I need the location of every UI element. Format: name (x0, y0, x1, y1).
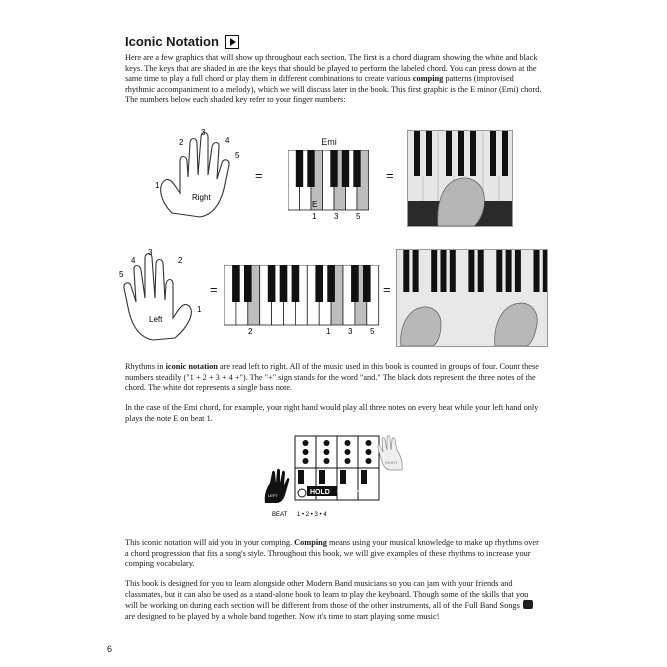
modern-band-paragraph (125, 579, 543, 622)
black-key (315, 265, 323, 302)
play-icon[interactable] (225, 35, 239, 49)
intro-bold-term: comping (412, 74, 444, 84)
hold-label: HOLD (310, 489, 330, 496)
two-hand-keyboard-photo (396, 249, 548, 347)
black-key (244, 265, 252, 302)
finger-number: 3 (201, 128, 206, 137)
rhythm-bold-term: iconic notation (165, 362, 218, 371)
finger-number: 2 (179, 138, 184, 147)
finger-number: 4 (225, 136, 230, 145)
hand-label: Left (149, 315, 163, 324)
emi-example-paragraph: In the case of the Emi chord, for example, your right hand would play all three notes on every beat while your left hand only plays the note E on beat 1. (125, 403, 539, 423)
black-key (296, 150, 303, 187)
finger-number: 1 (312, 212, 317, 221)
key-label: E (312, 200, 318, 209)
left-hand-label: LEFT (268, 493, 278, 498)
finger-number: 1 (155, 181, 160, 190)
black-key (232, 265, 240, 302)
rhythm-text-a: Rhythms in (125, 362, 166, 371)
black-key (330, 150, 337, 187)
equals-sign: = (255, 168, 263, 183)
comping-paragraph (125, 538, 543, 570)
right-hand-label: RIGHT (385, 460, 398, 465)
rhythm-text-b: are read left to right. All of the music used in this book is counted in groups of four. Count these numbers steadily ("1 + 2 + 3 + 4 +"). The "+" sign stands for the word "and." The black dots represent the three notes of the chord. The white dot represents a single bass note. (125, 362, 539, 393)
intro-text-a: Here are a few graphics that will show up throughout each section. The first is a chord diagram showing the white and black keys. The keys that are shaded in are the keys that should be played to perform the labeled chord. You can press down at the same time to play a full chord or play them in different combinations to create various (125, 53, 538, 84)
black-key (363, 265, 371, 302)
intro-paragraph (125, 53, 543, 106)
finger-number: 1 (326, 327, 331, 336)
page-number: 6 (107, 644, 113, 654)
black-key (292, 265, 300, 302)
full-band-song-icon (523, 600, 533, 609)
finger-number: 3 (348, 327, 353, 336)
comping-text-b: means using your musical knowledge to make up rhythms over a chord progression that fits a song's style. Throughout this book, we will give examples of these rhythms to increase your comping vocabulary. (125, 538, 539, 569)
emi-keyboard-diagram (288, 150, 372, 222)
section-title: Iconic Notation (125, 34, 219, 49)
finger-number: 2 (178, 256, 183, 265)
section-heading (125, 34, 239, 49)
finger-number: 4 (131, 256, 136, 265)
black-key (327, 265, 335, 302)
equals-sign: = (210, 282, 218, 297)
finger-number: 5 (356, 212, 361, 221)
finger-number: 1 (197, 305, 202, 314)
left-hand-figure (115, 246, 215, 346)
modern-band-text-b: are designed to be played by a whole band together. Now it's time to start playing some music! (125, 611, 440, 621)
black-key (351, 265, 359, 302)
finger-number: 5 (235, 151, 240, 160)
finger-number: 3 (148, 248, 153, 257)
equals-sign: = (386, 168, 394, 183)
finger-number: 5 (119, 270, 124, 279)
finger-number: 3 (334, 212, 339, 221)
beat-label: BEAT (272, 512, 288, 518)
right-hand-figure (150, 125, 260, 220)
beat-count: 1 • 2 • 3 • 4 (297, 512, 327, 518)
black-key (280, 265, 288, 302)
comping-text-a: This iconic notation will aid you in your comping. (125, 538, 295, 547)
rhythm-notation-grid (262, 433, 412, 523)
black-key (307, 150, 314, 187)
hand-label: Right (192, 193, 211, 202)
right-hand-keyboard-photo (407, 130, 513, 227)
chord-name: Emi (321, 137, 337, 147)
black-key (353, 150, 360, 187)
black-key (342, 150, 349, 187)
finger-number: 2 (248, 327, 253, 336)
comping-bold-term: Comping (294, 538, 327, 547)
finger-number: 5 (370, 327, 375, 336)
black-key (268, 265, 276, 302)
equals-sign: = (383, 282, 391, 297)
two-hand-keyboard-diagram (224, 265, 380, 337)
modern-band-text-a: This book is designed for you to learn alongside other Modern Band musicians so you can jam with your friends and classmates, but it can also be used as a stand-alone book to learn to play the keyboard. Though some of the skills that you will be working on during each section will be different from those of the other instruments, all of the Full Band Songs (125, 579, 529, 611)
rhythm-paragraph (125, 362, 543, 394)
intro-text-b: patterns (improvised rhythmic accompaniment to a melody), which we will discuss later in the book. This first graphic is the E minor (Emi) chord. The numbers below each shaded key refer to your finger numbers: (125, 74, 542, 105)
